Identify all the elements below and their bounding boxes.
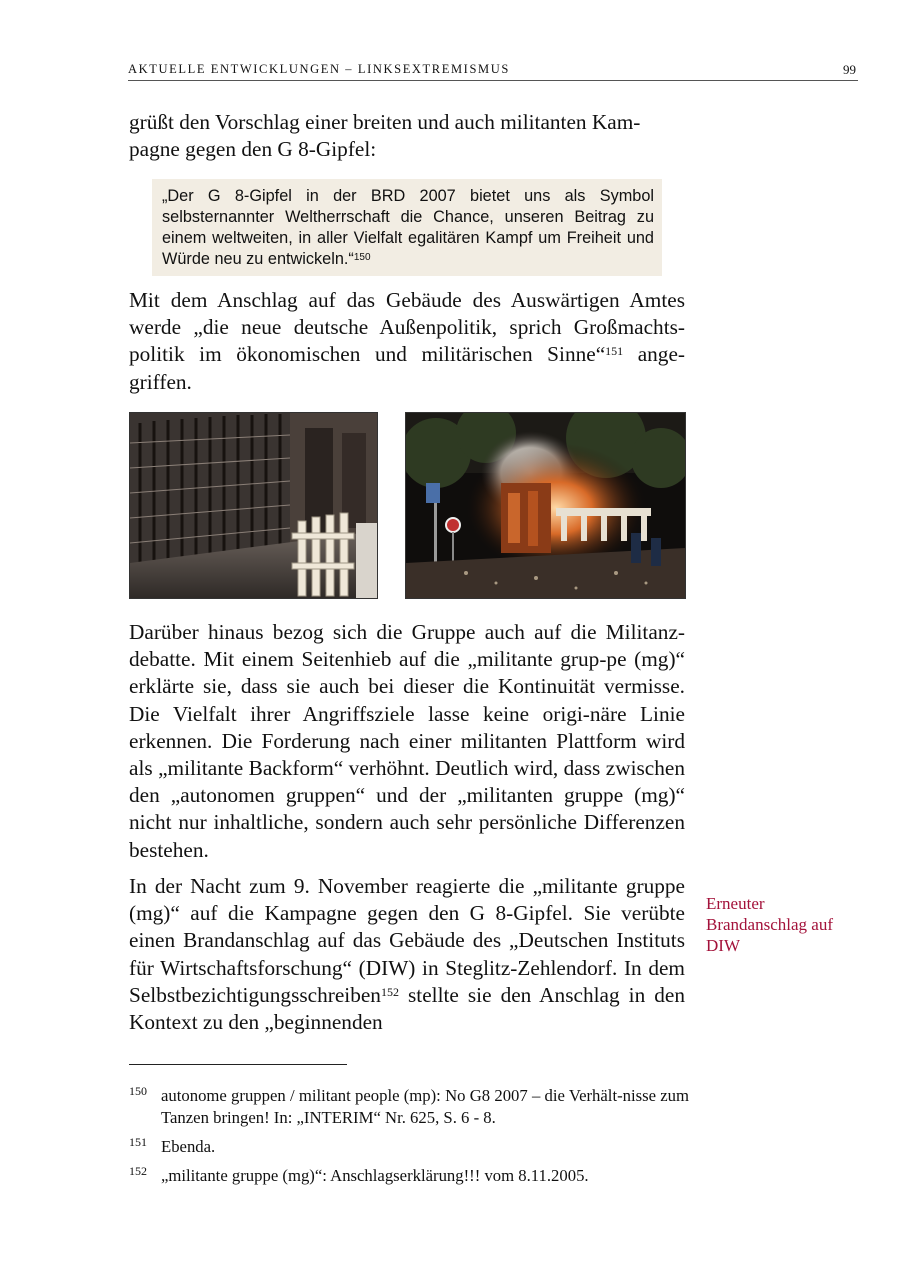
margin-note-line-2: Brandanschlag auf [706, 915, 833, 934]
running-header [128, 62, 858, 81]
margin-note-line-3: DIW [706, 936, 740, 955]
footnote-separator [129, 1064, 347, 1065]
paragraph-1-line-2: pagne gegen den G 8-Gipfel: [129, 137, 377, 162]
page-number: 99 [843, 62, 856, 77]
footnote-ref-151[interactable]: 151 [605, 344, 624, 359]
footnote-number: 151 [129, 1135, 147, 1149]
margin-note [706, 893, 856, 956]
paragraph-4-part-2: stellte sie den Anschlag in den Kontext zu den „beginnenden [129, 982, 685, 1035]
footnote-ref-152[interactable]: 152 [380, 984, 399, 999]
paragraph-4-part-1: In der Nacht zum 9. November reagierte die „militante gruppe (mg)“ auf die Kampagne gegen den G 8-Gipfel. Sie verübte einen Brandanschlag auf das Gebäude des „Deutschen Instituts für Wirtschaftsforschung“ (DIW) in Steglitz-Zehlendorf. In dem Selbstbezichtigungsschreiben [129, 874, 685, 1007]
paragraph-4 [129, 873, 685, 1036]
running-header-title: AKTUELLE ENTWICKLUNGEN – LINKSEXTREMISMUS [128, 62, 510, 76]
footnote-text: autonome gruppen / militant people (mp): No G8 2007 – die Verhält-nisse zum Tanzen bringen! In: „INTERIM“ Nr. 625, S. 6 - 8. [161, 1086, 689, 1127]
paragraph-2-part-2: ange-griffen. [129, 342, 685, 394]
footnote-number: 150 [129, 1084, 147, 1098]
footnote-152 [129, 1165, 689, 1187]
footnote-ref-150[interactable]: 150 [353, 252, 371, 263]
quote-paragraph [162, 186, 654, 270]
footnote-text: „militante gruppe (mg)“: Anschlagserklärung!!! vom 8.11.2005. [161, 1166, 589, 1185]
footnote-text: Ebenda. [161, 1137, 216, 1156]
paragraph-1-line-1: grüßt den Vorschlag einer breiten und auch militanten Kam- [129, 110, 641, 134]
quote-text: „Der G 8-Gipfel in der BRD 2007 bietet uns als Symbol selbsternannter Weltherrschaft die Chance, unseren Beitrag zu einem weltweiten, in aller Vielfalt egalitären Kampf um Freiheit und Würde neu zu entwickeln.“ [162, 187, 654, 268]
paragraph-3: Darüber hinaus bezog sich die Gruppe auch auf die Militanz-debatte. Mit einem Seitenhieb auf die „militante grup-pe (mg)“ erklärte sie, dass sie auch bei dieser die Kontinuität vermisse. Die Vielfalt ihrer Angriffsziele lasse keine origi-näre Linie erkennen. Die Forderung nach einer militanten Plattform wird als „militante Backform“ verhöhnt. Deutlich wird, dass zwischen den „autonomen gruppen“ und der „militanten gruppe (mg)“ nicht nur inhaltliche, sondern auch sehr persönliche Differenzen bestehen. [129, 620, 685, 862]
footnote-number: 152 [129, 1164, 147, 1178]
footnote-151 [129, 1136, 689, 1158]
paragraph-2 [129, 287, 685, 396]
paragraph-2-part-1: Mit dem Anschlag auf das Gebäude des Auswärtigen Amtes werde „die neue deutsche Außenpolitik, sprich Großmachts-politik im ökonomischen und militärischen Sinne“ [129, 288, 685, 367]
footnote-150 [129, 1085, 689, 1128]
burnt-building-photo [129, 412, 378, 599]
margin-note-line-1: Erneuter [706, 894, 765, 913]
fire-at-night-photo [405, 412, 686, 599]
paragraph-1 [129, 109, 685, 163]
quote-box [152, 179, 662, 276]
